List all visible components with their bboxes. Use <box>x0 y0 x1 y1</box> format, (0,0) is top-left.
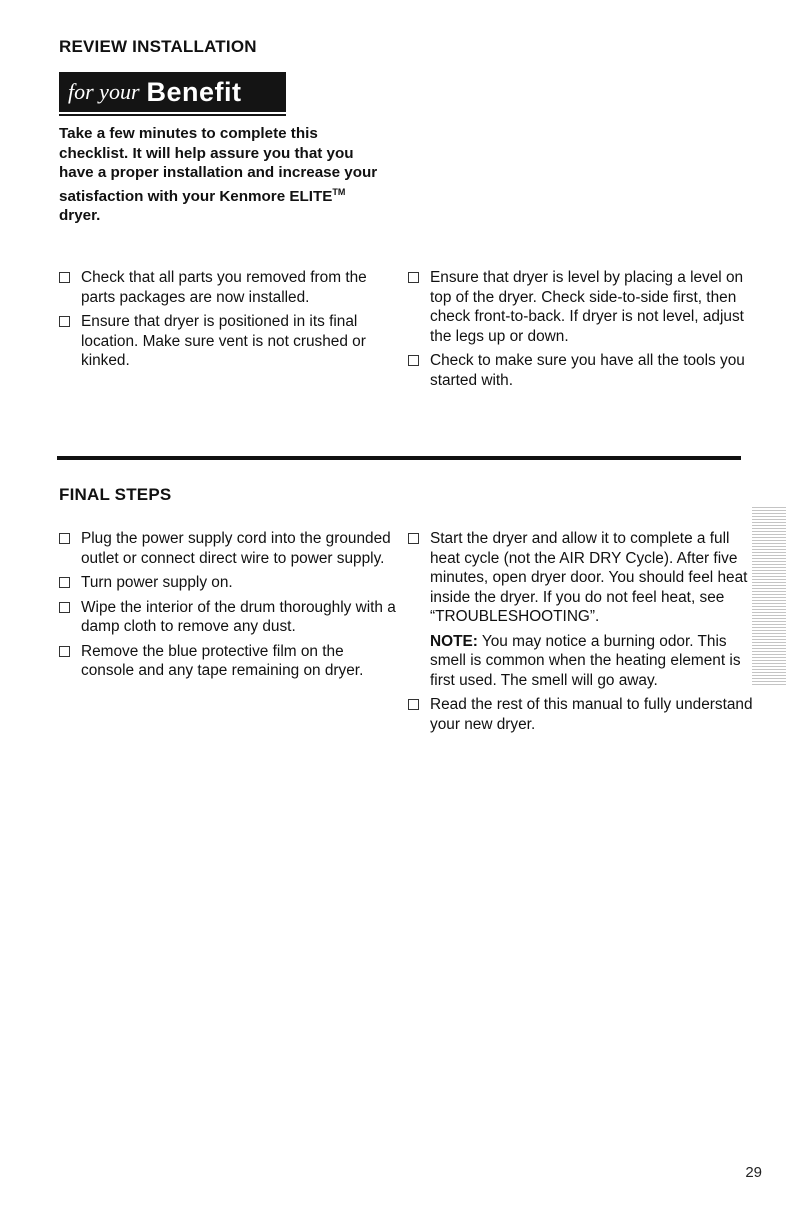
checklist-item-text: Plug the power supply cord into the grounded outlet or connect direct wire to power supply. <box>81 530 391 567</box>
intro-body: Take a few minutes to complete this checklist. It will help assure you that you have a proper installation and increase your satisfaction with your Kenmore ELITE <box>59 125 378 205</box>
checkbox-icon <box>59 577 70 588</box>
for-your-benefit-badge <box>59 72 286 112</box>
checkbox-icon <box>408 355 419 366</box>
checklist-item <box>59 529 399 568</box>
page-number: 29 <box>745 1164 762 1181</box>
checklist-item-text: Wipe the interior of the drum thoroughly with a damp cloth to remove any dust. <box>81 598 396 635</box>
badge-prefix: for your <box>68 79 140 104</box>
checkbox-icon <box>408 533 419 544</box>
checklist-item <box>59 642 399 681</box>
checkbox-icon <box>59 533 70 544</box>
checkbox-icon <box>59 646 70 657</box>
checklist-item <box>59 573 399 593</box>
review-checklist-right <box>408 268 753 395</box>
checklist-item <box>408 529 753 690</box>
review-installation-title: REVIEW INSTALLATION <box>59 37 257 56</box>
checklist-item <box>408 351 753 390</box>
final-checklist-left <box>59 529 399 686</box>
checklist-item-text: Start the dryer and allow it to complete a full heat cycle (not the AIR DRY Cycle). After five minutes, open dryer door. You should feel heat inside the dryer. If you do not feel heat, see “TROUBLESHOOTING”. <box>430 530 748 625</box>
checklist-item-text: Turn power supply on. <box>81 574 233 591</box>
checkbox-icon <box>59 272 70 283</box>
note-text: You may notice a burning odor. This smell is common when the heating element is first used. The smell will go away. <box>430 632 741 689</box>
intro-end: dryer. <box>59 207 101 225</box>
note <box>430 632 753 691</box>
checklist-item <box>59 312 379 371</box>
review-checklist-left <box>59 268 379 376</box>
checklist-item-text: Read the rest of this manual to fully understand your new dryer. <box>430 696 753 733</box>
checklist-item <box>59 598 399 637</box>
badge-main: Benefit <box>146 76 242 107</box>
final-checklist-right <box>408 529 753 739</box>
section-divider <box>57 456 741 460</box>
checkbox-icon <box>59 602 70 613</box>
checklist-item-text: Remove the blue protective film on the console and any tape remaining on dryer. <box>81 642 364 679</box>
badge-underline <box>59 114 286 116</box>
checklist-item-text: Check that all parts you removed from the parts packages are now installed. <box>81 269 367 306</box>
final-steps-title: FINAL STEPS <box>59 485 172 504</box>
checkbox-icon <box>59 316 70 327</box>
checklist-item <box>408 268 753 346</box>
checklist-item-text: Ensure that dryer is positioned in its final location. Make sure vent is not crushed or kinked. <box>81 313 366 369</box>
trademark: TM <box>332 186 346 197</box>
checklist-item <box>59 268 379 307</box>
checklist-item-text: Check to make sure you have all the tools you started with. <box>430 352 745 389</box>
checkbox-icon <box>408 272 419 283</box>
checkbox-icon <box>408 699 419 710</box>
checklist-item <box>408 695 753 734</box>
intro-text <box>59 124 379 226</box>
checklist-item-text: Ensure that dryer is level by placing a level on top of the dryer. Check side-to-side first, then check front-to-back. If dryer is not level, adjust the legs up or down. <box>430 269 744 345</box>
language-side-tab <box>752 505 786 685</box>
note-label: NOTE: <box>430 632 478 650</box>
